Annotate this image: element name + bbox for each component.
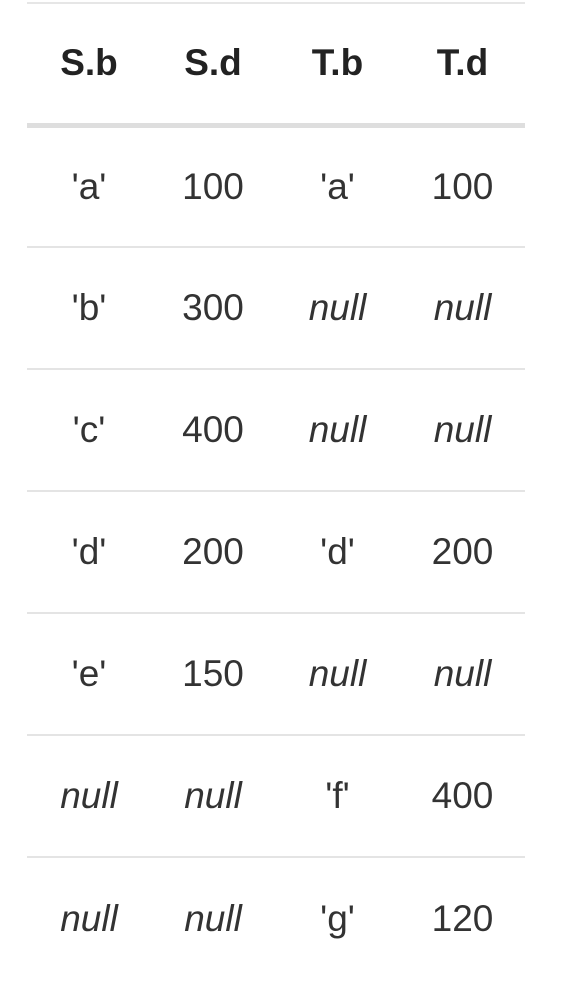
table-body — [27, 125, 525, 979]
cell-s-b: 'a' — [71, 165, 107, 207]
cell-s-b: 'c' — [72, 409, 106, 450]
table-row — [27, 491, 525, 613]
table-header — [27, 3, 525, 125]
cell-t-b: 'f' — [325, 775, 350, 816]
cell-t-b: null — [308, 287, 367, 328]
cell-s-d: 200 — [182, 531, 244, 572]
cell-t-d: null — [433, 287, 492, 328]
cell-s-d: 100 — [182, 165, 244, 207]
cell-t-d: 120 — [431, 897, 494, 939]
cell-t-b: null — [308, 409, 367, 450]
cell-s-d: null — [184, 775, 242, 816]
cell-t-b: null — [308, 653, 367, 694]
column-header-t-d: T.d — [400, 3, 525, 125]
header-row — [27, 3, 525, 125]
cell-s-b: null — [60, 775, 118, 816]
cell-t-d: null — [433, 653, 492, 694]
cell-s-d: 150 — [182, 653, 244, 694]
table-row — [27, 857, 525, 979]
cell-t-b: 'a' — [320, 165, 355, 207]
column-header-t-b: T.b — [275, 3, 400, 125]
cell-t-d: 200 — [431, 531, 494, 572]
cell-s-d: 400 — [182, 409, 244, 450]
cell-t-b: 'g' — [320, 897, 355, 939]
cell-t-b: 'd' — [320, 531, 355, 572]
cell-t-d: 400 — [431, 775, 494, 816]
cell-s-d: null — [184, 897, 242, 939]
table-row — [27, 247, 525, 369]
cell-s-b: 'e' — [71, 653, 107, 694]
column-header-s-b: S.b — [27, 3, 151, 125]
column-header-s-d: S.d — [151, 3, 275, 125]
cell-s-b: null — [60, 897, 118, 939]
table-row — [27, 613, 525, 735]
table-row — [27, 369, 525, 491]
cell-t-d: 100 — [431, 165, 494, 207]
cell-t-d: null — [433, 409, 492, 450]
cell-s-b: 'b' — [71, 287, 107, 328]
cell-s-d: 300 — [182, 287, 244, 328]
table-row — [27, 735, 525, 857]
result-table — [27, 2, 525, 979]
cell-s-b: 'd' — [71, 531, 107, 572]
table-row — [27, 125, 525, 247]
